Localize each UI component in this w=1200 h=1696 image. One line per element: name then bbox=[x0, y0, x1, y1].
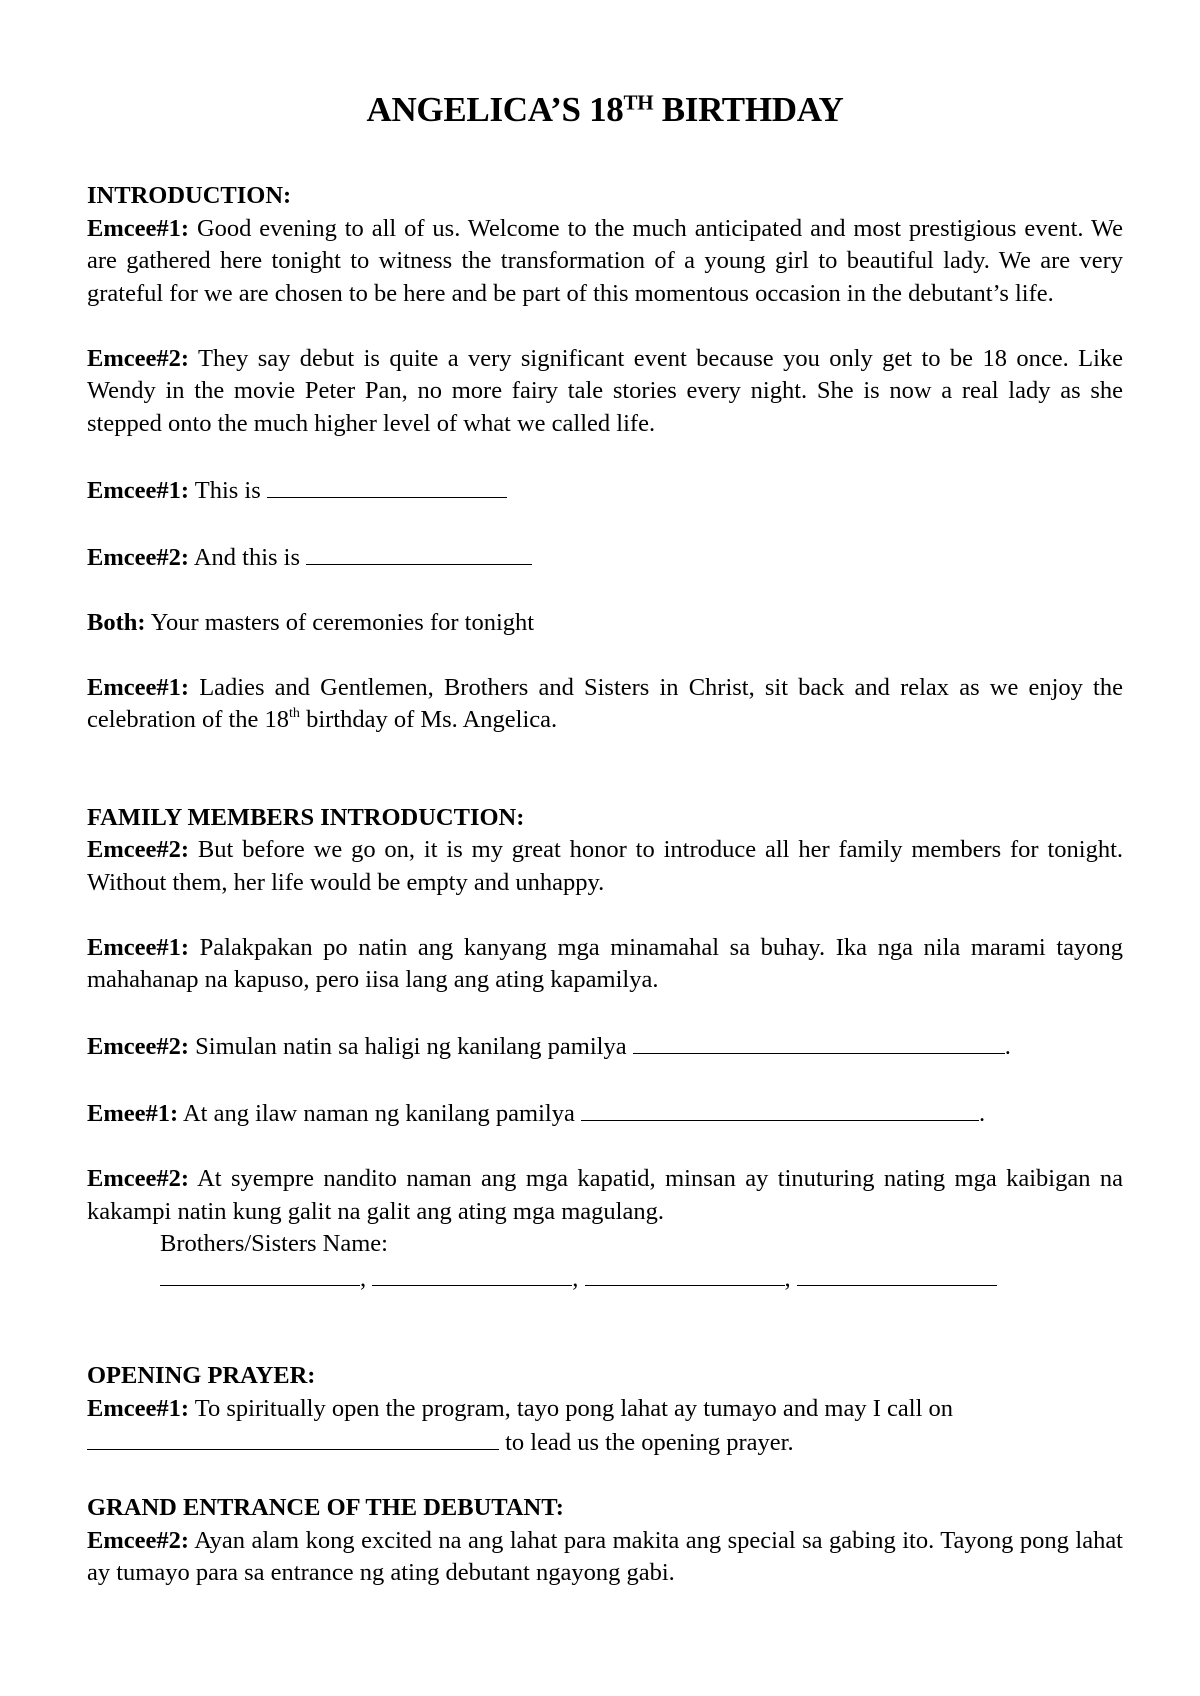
dialogue-paragraph-cont: to lead us the opening prayer. bbox=[87, 1425, 1123, 1460]
dialogue-paragraph: Emcee#2: But before we go on, it is my great honor to introduce all her family members for tonight. Without them, her life would be empty and unhappy. bbox=[87, 836, 1123, 896]
dialogue-paragraph: Emcee#1: This is bbox=[87, 473, 1123, 508]
dialogue-paragraph: Emcee#1: Good evening to all of us. Welcome to the much anticipated and most prestigious event. We are gathered here tonight to witness the transformation of a young girl to beautiful lady. We are very grateful for we are chosen to be here and be part of this momentous occasion in the debutant’s life. bbox=[87, 214, 1123, 307]
dialogue-paragraph: Emcee#2: They say debut is quite a very significant event because you only get to be 18 once. Like Wendy in the movie Peter Pan, no more fairy tale stories every night. She is now a real lady as she stepped onto the much higher level of what we called life. bbox=[87, 344, 1123, 437]
document-page bbox=[87, 78, 1123, 1590]
dialogue-paragraph: Emcee#1: Ladies and Gentlemen, Brothers and Sisters in Christ, sit back and relax as we enjoy the celebration of the 18th birthday of Ms. Angelica. bbox=[87, 673, 1123, 733]
fill-in-blank bbox=[797, 1261, 997, 1286]
dialogue-paragraph: Emcee#1: Palakpakan po natin ang kanyang mga minamahal sa buhay. Ika nga nila marami tayong mahahanap na kapuso, pero iisa lang ang ating kapamilya. bbox=[87, 933, 1123, 993]
fill-in-blank bbox=[87, 1425, 499, 1450]
section-heading-opening-prayer: OPENING PRAYER: bbox=[87, 1362, 316, 1389]
fill-in-blank bbox=[160, 1261, 360, 1286]
siblings-label: Brothers/Sisters Name: bbox=[160, 1230, 388, 1257]
fill-in-blank bbox=[585, 1261, 785, 1286]
dialogue-paragraph: Emcee#2: Ayan alam kong excited na ang lahat para makita ang special sa gabing ito. Tayong pong lahat ay tumayo para sa entrance ng ating debutant ngayong gabi. bbox=[87, 1526, 1123, 1586]
section-heading-grand-entrance: GRAND ENTRANCE OF THE DEBUTANT: bbox=[87, 1494, 564, 1521]
dialogue-paragraph: Emcee#2: At syempre nandito naman ang mga kapatid, minsan ay tinuturing nating mga kaibigan na kakampi natin kung galit na galit ang ating mga magulang. bbox=[87, 1165, 1123, 1225]
fill-in-blank bbox=[306, 540, 532, 565]
dialogue-paragraph: Emcee#1: To spiritually open the program, tayo pong lahat ay tumayo and may I call on bbox=[87, 1394, 953, 1422]
dialogue-paragraph: Emee#1: At ang ilaw naman ng kanilang pamilya . bbox=[87, 1096, 1123, 1131]
fill-in-blank bbox=[267, 473, 507, 498]
fill-in-blank bbox=[633, 1029, 1005, 1054]
section-heading-family: FAMILY MEMBERS INTRODUCTION: bbox=[87, 803, 525, 831]
dialogue-paragraph: Both: Your masters of ceremonies for tonight bbox=[87, 608, 535, 636]
dialogue-paragraph: Emcee#2: Simulan natin sa haligi ng kanilang pamilya . bbox=[87, 1029, 1123, 1064]
section-heading-introduction: INTRODUCTION: bbox=[87, 182, 292, 209]
fill-in-blank bbox=[372, 1261, 572, 1286]
dialogue-paragraph: Emcee#2: And this is bbox=[87, 540, 1123, 575]
siblings-blanks: , , , bbox=[87, 1261, 1123, 1296]
fill-in-blank bbox=[581, 1096, 979, 1121]
page-title: ANGELICA’S 18TH BIRTHDAY bbox=[366, 90, 844, 129]
